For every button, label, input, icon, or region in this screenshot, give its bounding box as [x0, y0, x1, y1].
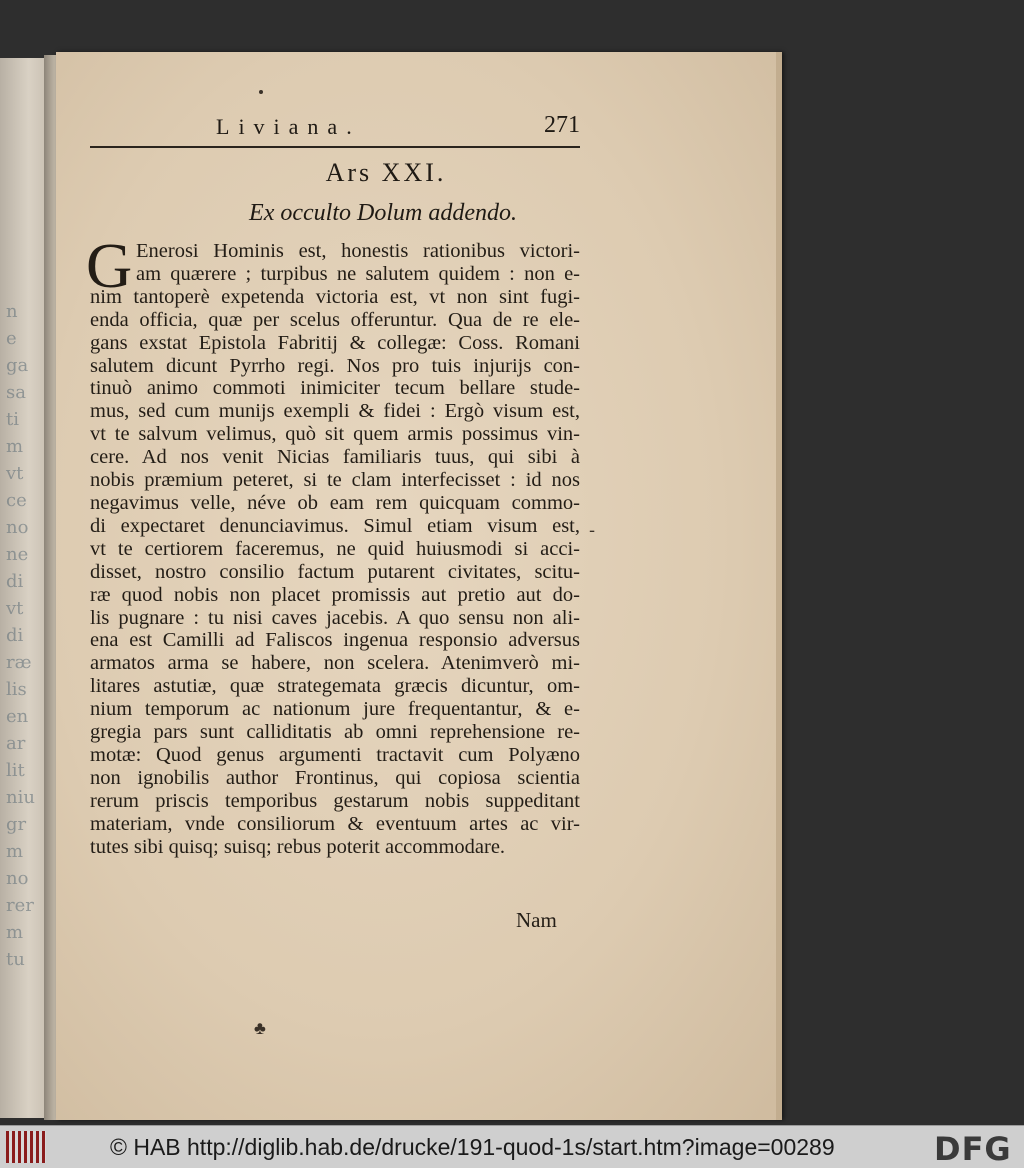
text-line: salutem dicunt Pyrrho regi. Nos pro tuis injurijs con-: [90, 354, 580, 377]
bleed-fragment: gr: [6, 814, 27, 835]
bleed-fragment: e: [6, 328, 17, 349]
bleed-fragment: tu: [6, 949, 25, 970]
text-line: cere. Ad nos venit Nicias familiaris tuus, qui sibi à: [90, 446, 580, 469]
bleed-fragment: no: [6, 517, 29, 538]
bleed-fragment: m: [6, 436, 24, 457]
text-line: ena est Camilli ad Faliscos ingenua responsio adversus: [90, 629, 580, 652]
book-page: [56, 52, 782, 1120]
text-line: disset, nostro consilio factum putarent civitates, scitu-: [90, 560, 580, 583]
bleed-fragment: vt: [6, 598, 24, 619]
section-title: Ars XXI.: [325, 158, 447, 187]
bleed-fragment: rer: [6, 895, 34, 916]
hab-logo-icon: [6, 1131, 46, 1163]
dfg-logo: DFG: [934, 1130, 1012, 1168]
text-line: vt te certiorem faceremus, ne quid huiusmodi si acci-: [90, 537, 580, 560]
copyright-url[interactable]: © HAB http://diglib.hab.de/drucke/191-quod-1s/start.htm?image=00289: [110, 1134, 835, 1160]
text-line: gans exstat Epistola Fabritij & collegæ: Coss. Romani: [90, 331, 580, 354]
text-line: di expectaret denunciavimus. Simul etiam visum est,: [90, 514, 580, 537]
text-line: enda officia, quæ per scelus offeruntur. Qua de re ele-: [90, 308, 580, 331]
text-line: lis pugnare : tu nisi caves jacebis. A quo sensu non ali-: [90, 606, 580, 629]
bleed-fragment: ti: [6, 409, 19, 430]
section-subtitle: Ex occulto Dolum addendo.: [249, 200, 517, 226]
page-number: 271: [544, 112, 580, 138]
text-line: nobis præmium peteret, si te clam interfecisset : id nos: [90, 469, 580, 492]
bleed-fragment: ne: [6, 544, 29, 565]
text-line: motæ: Quod genus argumenti tractavit cum Polyæno: [90, 743, 580, 766]
drop-capital: G: [86, 230, 133, 301]
bleed-fragment: no: [6, 868, 29, 889]
bleed-fragment: en: [6, 706, 29, 727]
bleed-fragment: sa: [6, 382, 26, 403]
bleed-fragment: ga: [6, 355, 29, 376]
bleed-fragment: m: [6, 922, 24, 943]
bleed-fragment: ar: [6, 733, 26, 754]
bleed-fragment: niu: [6, 787, 35, 808]
running-title: Liviana.: [216, 114, 361, 139]
signature-mark: ♣: [254, 1018, 266, 1038]
text-line: mus, sed cum munijs exempli & fidei : Ergò visum est,: [90, 400, 580, 423]
ink-dot: [259, 90, 263, 94]
bleed-fragment: di: [6, 625, 24, 646]
bleed-fragment: m: [6, 841, 24, 862]
bleed-fragment: di: [6, 571, 24, 592]
text-line: materiam, vnde consiliorum & eventuum artes ac vir-: [90, 812, 580, 835]
bleed-fragment: vt: [6, 463, 24, 484]
text-line: armatos arma se habere, non scelera. Atenimverò mi-: [90, 652, 580, 675]
previous-page-edge: [0, 58, 48, 1118]
bleed-fragment: lit: [6, 760, 25, 781]
bleed-fragment: n: [6, 301, 18, 322]
text-line: tutes sibi quisq; suisq; rebus poterit accommodare.: [90, 835, 506, 858]
text-line: rerum priscis temporibus gestarum nobis suppeditant: [90, 789, 580, 812]
bleed-fragment: ce: [6, 490, 27, 511]
text-line: nium temporum ac nationum jure frequentantur, & e-: [90, 698, 580, 721]
running-head: [90, 110, 580, 148]
text-line: nim tantoperè expetenda victoria est, vt non sint fugi-: [90, 285, 580, 308]
text-line: non ignobilis author Frontinus, qui copiosa scientia: [90, 766, 580, 789]
text-line: Enerosi Hominis est, honestis rationibus victori-: [136, 240, 580, 262]
text-line: gregia pars sunt calliditatis ab omni reprehensione re-: [90, 721, 580, 744]
text-line: negavimus velle, néve ob eam rem quicquam commo-: [90, 491, 580, 514]
text-line: litares astutiæ, quæ strategemata græcis dicuntur, om-: [90, 675, 580, 698]
bleed-fragment: ræ: [6, 652, 32, 673]
text-line: vt te salvum velimus, quò sit quem armis possimus vin-: [90, 423, 580, 446]
body-text: [86, 230, 580, 858]
margin-mark: -: [589, 520, 596, 541]
text-line: am quærere ; turpibus ne salutem quidem : non e-: [136, 262, 580, 285]
bleed-fragment: lis: [6, 679, 27, 700]
viewer-footer: [0, 1125, 1024, 1168]
text-line: tinuò animo commoti inimiciter tecum bellare stude-: [90, 377, 580, 400]
catchword: Nam: [516, 908, 557, 932]
previous-page-bleed-text: [6, 298, 35, 973]
page-edge: [776, 52, 782, 1120]
text-line: ræ quod nobis non placet promissis aut pretio aut do-: [90, 583, 580, 606]
